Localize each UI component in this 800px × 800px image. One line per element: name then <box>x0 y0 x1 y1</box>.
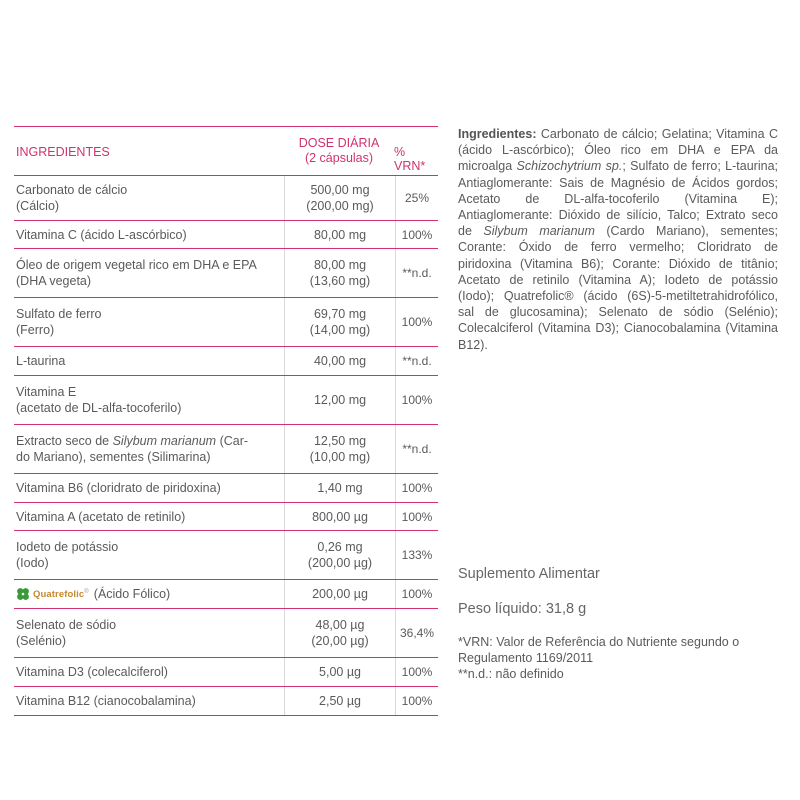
footnotes <box>458 634 788 682</box>
clover-icon <box>16 587 30 601</box>
ingredient-name: L-taurina <box>16 354 66 368</box>
dose-value: 12,50 mg <box>313 434 367 448</box>
dose-sub: (200,00 mg) <box>306 199 374 213</box>
ingredient-sub: (Iodo) <box>16 556 49 570</box>
vrn-value: 100% <box>401 315 433 329</box>
quatrefolic-logo <box>16 584 89 603</box>
table-row <box>14 503 438 531</box>
vrn-value: 100% <box>401 227 433 242</box>
scientific-name: Schizochytrium sp. <box>516 159 623 174</box>
ingredient-name: Vitamina D3 (colecalciferol) <box>16 665 168 679</box>
footnote-vrn: *VRN: Valor de Referência do Nutriente segundo o <box>458 635 740 649</box>
header-dose-title: DOSE DIÁRIA <box>298 136 380 150</box>
dose-value: 800,00 µg <box>312 509 368 524</box>
dose-value: 12,00 mg <box>313 393 367 407</box>
ingredient-name: Vitamina E <box>16 385 77 399</box>
scientific-name: Silybum marianum <box>112 434 217 448</box>
table-row <box>14 347 438 376</box>
scientific-name: Silybum marianum <box>483 224 595 239</box>
dose-value: 0,26 mg <box>317 540 363 554</box>
dose-value: 80,00 mg <box>313 227 367 242</box>
ingredient-sub: do Mariano), sementes (Silimarina) <box>16 450 211 464</box>
dose-value: 500,00 mg <box>310 183 370 197</box>
vrn-value: 25% <box>404 191 430 205</box>
vrn-value: 100% <box>401 665 433 679</box>
table-row <box>14 609 438 658</box>
ingredient-name: Vitamina B6 (cloridrato de piridoxina) <box>16 481 221 495</box>
ingredient-sub: (Ferro) <box>16 323 55 337</box>
header-dose <box>284 127 394 175</box>
table-header <box>14 127 438 176</box>
table-row <box>14 425 438 474</box>
vrn-value: 100% <box>401 694 433 708</box>
ingredient-name: Vitamina C (ácido L-ascórbico) <box>16 227 187 242</box>
header-vrn: % VRN* <box>394 145 426 173</box>
table-row <box>14 249 438 298</box>
ingredients-paragraph: Ingredientes: Carbonato de cálcio; Gelatina; Vitamina C (ácido L-ascórbico); Óleo rico em DHA e EPA da microalga Schizochytrium sp.; Sulfato de ferro; L-taurina; Antiaglomerante: Sais de Magnésio de Ácidos gordos; Acetato de DL-alfa-tocoferilo (Vitamina E); Antiaglomerante: Dióxido de silício, Talco; Extrato seco de Silybum marianum (Cardo Mariano), sementes; Corante: Óxido de ferro vermelho; Cloridrato de piridoxina (Vitamina B6); Corante: Dióxido de titânio; Acetato de retinilo (Vitamina A); Iodeto de potássio (Iodo); Quatrefolic® (ácido (6S)-5-metiltetrahidrofólico, sal de glucosamina); Selenato de sódio (Selénio); Colecalciferol (Vitamina D3); Cianocobalamina (Vitamina B12). <box>458 127 778 352</box>
dose-sub: (20,00 µg) <box>311 634 369 648</box>
ingredient-name: Vitamina B12 (cianocobalamina) <box>16 694 196 708</box>
ingredient-sub: (Selénio) <box>16 634 67 648</box>
ingredient-name: Óleo de origem vegetal rico em DHA e EPA <box>16 258 257 272</box>
ingredients-table <box>14 126 438 716</box>
ingredient-name: Extracto seco de Silybum marianum (Car- <box>16 434 249 448</box>
ingredient-sub: (DHA vegeta) <box>16 274 92 288</box>
dose-value: 69,70 mg <box>313 307 367 321</box>
vrn-value: **n.d. <box>402 354 432 368</box>
dose-value: 1,40 mg <box>317 481 363 495</box>
dose-sub: (14,00 mg) <box>309 323 371 337</box>
supplement-label: Suplemento Alimentar <box>458 566 600 582</box>
ingredient-name: (Ácido Fólico) <box>93 587 171 601</box>
vrn-value: 36,4% <box>399 626 435 640</box>
brand-name: Quatrefolic® <box>33 589 89 601</box>
net-weight: Peso líquido: 31,8 g <box>458 601 587 617</box>
ingredient-sub: (Cálcio) <box>16 199 60 213</box>
ingredient-name: Selenato de sódio <box>16 618 117 632</box>
header-dose-sub: (2 cápsulas) <box>304 151 374 165</box>
dose-value: 48,00 µg <box>315 618 365 632</box>
vrn-value: 100% <box>401 587 433 601</box>
table-row <box>14 298 438 347</box>
dose-value: 40,00 mg <box>313 354 367 368</box>
dose-value: 80,00 mg <box>313 258 367 272</box>
ingredient-sub: (acetato de DL-alfa-tocoferilo) <box>16 401 182 415</box>
table-row <box>14 658 438 687</box>
vrn-value: **n.d. <box>402 442 432 456</box>
table-row <box>14 376 438 425</box>
table-row <box>14 176 438 221</box>
dose-value: 2,50 µg <box>319 694 361 708</box>
dose-sub: (200,00 µg) <box>307 556 373 570</box>
dose-sub: (13,60 mg) <box>309 274 371 288</box>
table-row <box>14 474 438 503</box>
dose-value: 5,00 µg <box>319 665 361 679</box>
ingredients-label: Ingredientes: <box>458 127 537 141</box>
vrn-value: 100% <box>401 481 433 495</box>
vrn-value: **n.d. <box>402 266 432 280</box>
ingredient-name: Carbonato de cálcio <box>16 183 128 197</box>
ingredient-name: Vitamina A (acetato de retinilo) <box>16 509 186 524</box>
footnote-vrn-reg: Regulamento 1169/2011 <box>458 651 594 665</box>
dose-sub: (10,00 mg) <box>309 450 371 464</box>
dose-value: 200,00 µg <box>312 587 368 601</box>
vrn-value: 100% <box>401 509 433 524</box>
ingredient-name: Sulfato de ferro <box>16 307 102 321</box>
footnote-nd: **n.d.: não definido <box>458 667 564 681</box>
table-row <box>14 531 438 580</box>
table-row <box>14 580 438 609</box>
table-row <box>14 221 438 249</box>
ingredient-name: Iodeto de potássio <box>16 540 119 554</box>
table-row <box>14 687 438 716</box>
vrn-value: 133% <box>401 548 433 562</box>
header-ingredients: INGREDIENTES <box>16 145 110 159</box>
vrn-value: 100% <box>401 393 433 407</box>
